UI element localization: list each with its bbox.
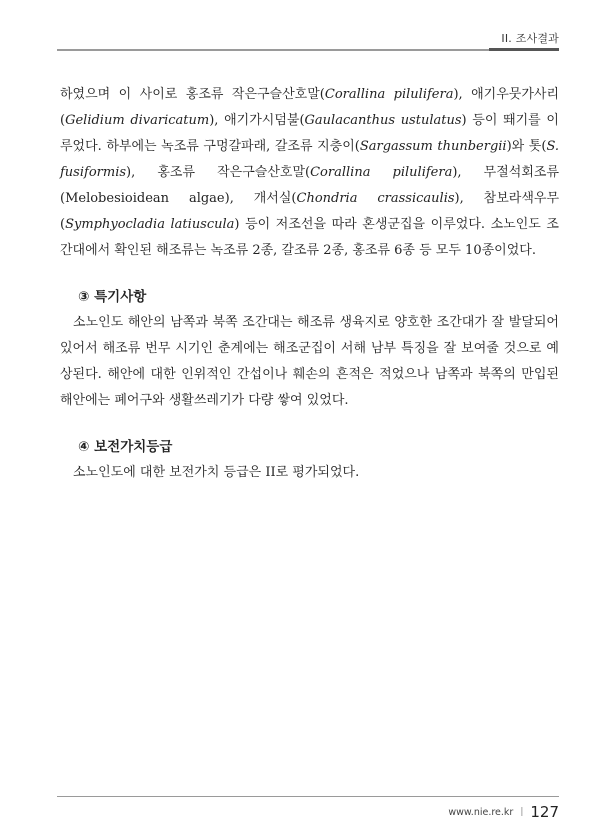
footer [448,803,559,821]
header-rule [57,49,559,51]
footer-site-url: www.nie.re.kr [448,806,514,818]
header-rule-accent [489,48,559,51]
species-name-6: Corallina pilulifera [310,165,453,180]
intro-text-1: 하였으며 이 사이로 홍조류 작은구슬산호말( [60,87,325,102]
intro-text-8: ), 참보라색우무( [60,191,560,232]
page-number: 127 [530,803,559,821]
footer-separator: | [520,807,524,817]
header-section-label: II. 조사결과 [501,32,559,45]
intro-text-3: ), 애기가시덤불( [209,113,305,128]
section-heading-conservation-grade: ④ 보전가치등급 [78,439,173,455]
intro-text-6: ), 홍조류 작은구슬산호말( [126,165,311,180]
species-name-1: Corallina pilulifera [324,87,454,102]
intro-text-9: ) 등이 저조선을 따라 혼생군집을 이루었다. 소노인도 조간대에서 확인된 해조류는 녹조류 2종, 갈조류 2종, 홍조류 6종 등 모두 10종이었다. [60,217,559,258]
special-notes-paragraph: 소노인도 해안의 남쪽과 북쪽 조간대는 해조류 생육지로 양호한 조간대가 잘 발달되어 있어서 해조류 번무 시기인 춘계에는 해조군집이 서해 남부 특징을 잘 보여줄 것으로 예상된다. 해안에 대한 인위적인 간섭이나 훼손의 흔적은 적었으나 남쪽과 북쪽의 만입된 해안에는 폐어구와 생활쓰레기가 다량 쌓여 있었다. [60,315,559,408]
page-content [60,82,559,486]
intro-text-4: ) 등이 뙈기를 이루었다. 하부에는 녹조류 구멍갈파래, 갈조류 지충이( [60,113,559,154]
intro-text-7: ), 무절석회조류(Melobesioidean algae), 개서실( [60,165,560,206]
intro-text-5: )와 톳( [506,139,547,154]
species-name-5: S. fusiformis [60,139,560,180]
section-heading-special-notes: ③ 특기사항 [78,289,147,305]
species-name-4: Sargassum thunbergii [359,139,507,154]
intro-paragraph [60,82,559,264]
conservation-grade-paragraph: 소노인도에 대한 보전가치 등급은 II로 평가되었다. [73,465,360,480]
intro-text-2: ), 애기우뭇가사리( [60,87,560,128]
species-name-8: Symphyocladia latiuscula [65,217,235,232]
species-name-7: Chondria crassicaulis [296,191,455,206]
footer-rule [57,796,559,797]
species-name-3: Gaulacanthus ustulatus [304,113,462,128]
species-name-2: Gelidium divaricatum [65,113,210,128]
